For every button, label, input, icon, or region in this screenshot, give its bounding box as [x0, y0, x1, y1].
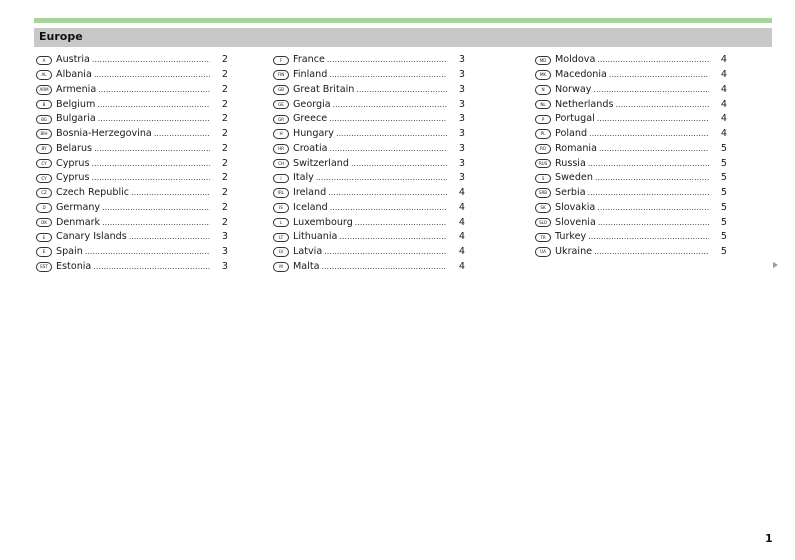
dot-leader	[599, 142, 709, 156]
index-entry[interactable]	[36, 68, 228, 83]
dot-leader	[329, 68, 447, 82]
country-name: Sweden	[555, 172, 593, 184]
dot-leader	[316, 171, 447, 185]
dot-leader	[588, 230, 709, 244]
dot-leader	[328, 186, 447, 200]
page-reference: 2	[221, 201, 228, 213]
page-reference: 3	[458, 83, 465, 95]
index-column-2	[273, 53, 465, 274]
dot-leader	[92, 157, 211, 171]
dot-leader	[330, 201, 447, 215]
page-reference: 4	[720, 69, 727, 81]
country-name: Bulgaria	[56, 113, 96, 125]
index-entry[interactable]	[535, 83, 727, 98]
index-entry[interactable]	[36, 53, 228, 68]
country-name: Greece	[293, 113, 328, 125]
country-name: Netherlands	[555, 98, 614, 110]
page-reference: 3	[458, 142, 465, 154]
index-entry[interactable]	[36, 171, 228, 186]
dot-leader	[597, 112, 709, 126]
country-name: Hungary	[293, 128, 334, 140]
dot-leader	[355, 216, 447, 230]
country-name: Poland	[555, 128, 588, 140]
country-name: Russia	[555, 157, 586, 169]
page-reference: 3	[458, 98, 465, 110]
country-code-badge: RUS	[535, 159, 551, 169]
country-code-badge: SLO	[535, 218, 551, 228]
country-code-badge: MK	[535, 70, 551, 80]
dot-leader	[327, 53, 447, 67]
index-entry[interactable]	[535, 186, 727, 201]
country-code-badge: B	[36, 100, 52, 110]
country-name: Denmark	[56, 216, 101, 228]
country-name: Germany	[56, 201, 101, 213]
dot-leader	[94, 68, 210, 82]
dot-leader	[85, 245, 210, 259]
country-code-badge: P	[535, 115, 551, 125]
index-entry[interactable]	[36, 97, 228, 112]
country-code-badge: BY	[36, 144, 52, 154]
country-code-badge: DK	[36, 218, 52, 228]
index-entry[interactable]	[535, 112, 727, 127]
dot-leader	[597, 201, 709, 215]
page-reference: 2	[221, 142, 228, 154]
index-entry[interactable]	[36, 142, 228, 157]
country-code-badge: D	[36, 203, 52, 213]
country-code-badge: S	[535, 174, 551, 184]
section-title: Europe	[39, 30, 83, 43]
country-name: Luxembourg	[293, 216, 353, 228]
dot-leader	[589, 127, 709, 141]
index-entry[interactable]	[273, 156, 465, 171]
page-reference: 2	[221, 54, 228, 66]
dot-leader	[351, 157, 447, 171]
page-reference: 4	[458, 246, 465, 258]
country-code-badge: LV	[273, 247, 289, 257]
index-entry[interactable]	[535, 201, 727, 216]
page-reference: 3	[221, 260, 228, 272]
dot-leader	[154, 127, 210, 141]
page-reference: 5	[720, 157, 727, 169]
dot-leader	[97, 98, 210, 112]
country-code-badge: A	[36, 56, 52, 66]
page-reference: 2	[221, 98, 228, 110]
dot-leader	[129, 230, 210, 244]
country-code-badge: GE	[273, 100, 289, 110]
country-code-badge: BIH	[36, 129, 52, 139]
dot-leader	[597, 53, 709, 67]
index-entry[interactable]	[273, 171, 465, 186]
country-code-badge: E	[36, 247, 52, 257]
page-reference: 4	[458, 187, 465, 199]
index-entry[interactable]	[36, 215, 228, 230]
page-reference: 4	[458, 216, 465, 228]
country-code-badge: E	[36, 233, 52, 243]
country-code-badge: H	[273, 129, 289, 139]
index-entry[interactable]	[273, 230, 465, 245]
country-name: Slovenia	[555, 216, 596, 228]
country-name: Moldova	[555, 54, 596, 66]
page-reference: 2	[221, 69, 228, 81]
country-code-badge: FIN	[273, 70, 289, 80]
country-name: Iceland	[293, 201, 328, 213]
index-entry[interactable]	[273, 215, 465, 230]
country-code-badge: CY	[36, 159, 52, 169]
page-reference: 4	[720, 98, 727, 110]
country-code-badge: SRB	[535, 188, 551, 198]
page-reference: 3	[458, 113, 465, 125]
country-name: Cyprus	[56, 172, 90, 184]
page-reference: 5	[720, 201, 727, 213]
page-reference: 5	[720, 172, 727, 184]
dot-leader	[92, 171, 211, 185]
country-name: Turkey	[555, 231, 587, 243]
country-name: Armenia	[56, 83, 97, 95]
index-entry[interactable]	[36, 186, 228, 201]
index-entry[interactable]	[36, 260, 228, 275]
country-name: Switzerland	[293, 157, 349, 169]
country-name: Malta	[293, 260, 320, 272]
page-reference: 5	[720, 142, 727, 154]
country-name: Czech Republic	[56, 187, 130, 199]
country-name: Macedonia	[555, 69, 607, 81]
country-name: Croatia	[293, 142, 328, 154]
dot-leader	[92, 53, 210, 67]
country-code-badge: HR	[273, 144, 289, 154]
page-number: 1	[765, 532, 773, 545]
country-code-badge: IS	[273, 203, 289, 213]
country-name: Portugal	[555, 113, 595, 125]
dot-leader	[593, 83, 709, 97]
page-reference: 3	[458, 157, 465, 169]
index-entry[interactable]	[273, 186, 465, 201]
page-reference: 4	[720, 128, 727, 140]
country-code-badge: IRL	[273, 188, 289, 198]
country-name: Austria	[56, 54, 90, 66]
dot-leader	[93, 260, 210, 274]
page-reference: 5	[720, 231, 727, 243]
index-column-3	[535, 53, 727, 260]
page-reference: 3	[458, 54, 465, 66]
country-name: Lithuania	[293, 231, 338, 243]
country-name: Georgia	[293, 98, 331, 110]
country-code-badge: F	[273, 56, 289, 66]
country-code-badge: TR	[535, 233, 551, 243]
dot-leader	[336, 127, 447, 141]
country-code-badge: PL	[535, 129, 551, 139]
page-reference: 2	[221, 128, 228, 140]
dot-leader	[321, 260, 447, 274]
index-entry[interactable]	[535, 156, 727, 171]
page-reference: 5	[720, 187, 727, 199]
country-name: Great Britain	[293, 83, 355, 95]
index-entry[interactable]	[535, 97, 727, 112]
dot-leader	[588, 157, 709, 171]
country-code-badge: LT	[273, 233, 289, 243]
country-name: Finland	[293, 69, 328, 81]
country-code-badge: GR	[273, 115, 289, 125]
index-entry[interactable]	[36, 83, 228, 98]
dot-leader	[330, 142, 448, 156]
page-reference: 4	[458, 260, 465, 272]
country-name: Italy	[293, 172, 314, 184]
index-entry[interactable]	[535, 142, 727, 157]
dot-leader	[595, 171, 709, 185]
country-code-badge: CH	[273, 159, 289, 169]
page-reference: 4	[720, 54, 727, 66]
dot-leader	[598, 216, 709, 230]
page-reference: 3	[458, 128, 465, 140]
country-name: Bosnia-Herzegovina	[56, 128, 152, 140]
page-reference: 2	[221, 216, 228, 228]
index-entry[interactable]	[535, 53, 727, 68]
index-entry[interactable]	[273, 112, 465, 127]
dot-leader	[98, 83, 210, 97]
country-code-badge: SK	[535, 203, 551, 213]
country-name: Belarus	[56, 142, 93, 154]
index-entry[interactable]	[535, 171, 727, 186]
country-name: Norway	[555, 83, 592, 95]
next-page-arrow-icon[interactable]	[773, 262, 778, 268]
index-entry[interactable]	[273, 201, 465, 216]
index-entry[interactable]	[36, 127, 228, 142]
country-name: Estonia	[56, 260, 92, 272]
index-entry[interactable]	[273, 245, 465, 260]
index-entry[interactable]	[273, 53, 465, 68]
page-reference: 3	[458, 69, 465, 81]
country-code-badge: UA	[535, 247, 551, 257]
country-code-badge: M	[273, 262, 289, 272]
index-entry[interactable]	[273, 68, 465, 83]
dot-leader	[102, 201, 210, 215]
dot-leader	[131, 186, 210, 200]
dot-leader	[588, 186, 709, 200]
index-entry[interactable]	[273, 142, 465, 157]
country-name: Serbia	[555, 187, 586, 199]
index-entry[interactable]	[273, 260, 465, 275]
section-header	[34, 28, 772, 47]
page-reference: 2	[221, 187, 228, 199]
country-code-badge: L	[273, 218, 289, 228]
page-reference: 5	[720, 216, 727, 228]
page-reference: 2	[221, 83, 228, 95]
dot-leader	[333, 98, 447, 112]
index-entry[interactable]	[273, 97, 465, 112]
index-entry[interactable]	[273, 127, 465, 142]
page-reference: 3	[221, 231, 228, 243]
country-name: Ireland	[293, 187, 327, 199]
country-code-badge: CY	[36, 174, 52, 184]
country-code-badge: MD	[535, 56, 551, 66]
country-name: Latvia	[293, 246, 323, 258]
page-reference: 2	[221, 172, 228, 184]
page-reference: 4	[720, 113, 727, 125]
page-reference: 3	[458, 172, 465, 184]
dot-leader	[102, 216, 210, 230]
country-name: Belgium	[56, 98, 96, 110]
country-name: Spain	[56, 246, 83, 258]
country-name: Slovakia	[555, 201, 596, 213]
index-entry[interactable]	[535, 215, 727, 230]
dot-leader	[594, 245, 709, 259]
page-reference: 2	[221, 113, 228, 125]
country-code-badge: NL	[535, 100, 551, 110]
index-column-1	[36, 53, 228, 274]
country-code-badge: N	[535, 85, 551, 95]
country-code-badge: I	[273, 174, 289, 184]
index-entry[interactable]	[36, 230, 228, 245]
dot-leader	[329, 112, 447, 126]
country-code-badge: GB	[273, 85, 289, 95]
dot-leader	[609, 68, 709, 82]
top-rule	[34, 18, 772, 23]
index-entry[interactable]	[36, 156, 228, 171]
index-entry[interactable]	[273, 83, 465, 98]
country-name: Cyprus	[56, 157, 90, 169]
page-reference: 4	[458, 201, 465, 213]
country-name: Canary Islands	[56, 231, 127, 243]
page-reference: 2	[221, 157, 228, 169]
dot-leader	[615, 98, 709, 112]
dot-leader	[324, 245, 447, 259]
index-entry[interactable]	[535, 245, 727, 260]
index-entry[interactable]	[36, 245, 228, 260]
index-entry[interactable]	[36, 112, 228, 127]
country-code-badge: RO	[535, 144, 551, 154]
page-reference: 3	[221, 246, 228, 258]
dot-leader	[98, 112, 210, 126]
dot-leader	[94, 142, 210, 156]
country-name: Romania	[555, 142, 597, 154]
page-reference: 4	[458, 231, 465, 243]
country-code-badge: ARM	[36, 85, 52, 95]
dot-leader	[356, 83, 447, 97]
index-entry[interactable]	[36, 201, 228, 216]
index-entry[interactable]	[535, 230, 727, 245]
country-name: France	[293, 54, 325, 66]
country-name: Ukraine	[555, 246, 593, 258]
country-code-badge: BG	[36, 115, 52, 125]
country-name: Albania	[56, 69, 92, 81]
dot-leader	[339, 230, 447, 244]
country-code-badge: EST	[36, 262, 52, 272]
page-reference: 5	[720, 246, 727, 258]
page-reference: 4	[720, 83, 727, 95]
country-code-badge: CZ	[36, 188, 52, 198]
index-entry[interactable]	[535, 68, 727, 83]
country-code-badge: AL	[36, 70, 52, 80]
index-entry[interactable]	[535, 127, 727, 142]
